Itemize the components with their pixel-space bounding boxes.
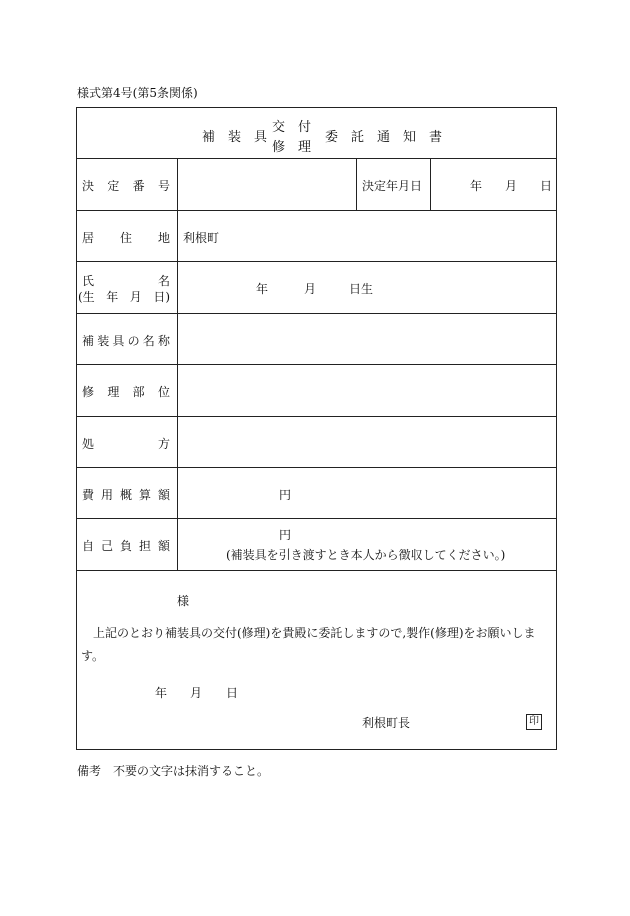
date-column-divider xyxy=(430,158,431,210)
body-text-line1: 上記のとおり補装具の交付(修理)を貴殿に委託しますので,製作(修理)をお願いしま xyxy=(93,626,536,640)
device-name-label: 補 装 具 の 名 称 xyxy=(82,334,170,348)
row-divider xyxy=(76,518,557,519)
form-number: 様式第4号(第5条関係) xyxy=(77,86,198,100)
row-divider xyxy=(76,261,557,262)
issue-month: 月 xyxy=(190,686,203,700)
date-column-divider xyxy=(356,158,357,210)
birth-year: 年 xyxy=(256,282,269,296)
remark: 備考 不要の文字は抹消すること。 xyxy=(77,764,270,778)
row-divider xyxy=(76,313,557,314)
repair-part-label: 修 理 部 位 xyxy=(82,385,170,399)
birth-month: 月 xyxy=(304,282,317,296)
decision-date-day: 日 xyxy=(540,179,553,193)
body-text-line2: す。 xyxy=(81,649,105,663)
row-divider xyxy=(76,467,557,468)
decision-number-label: 決 定 番 号 xyxy=(82,179,170,193)
title-lower: 修 理 xyxy=(272,140,312,155)
estimate-unit: 円 xyxy=(279,488,292,502)
birth-day: 日生 xyxy=(349,282,374,296)
seal-mark: 印 xyxy=(526,714,542,730)
issue-year: 年 xyxy=(155,686,168,700)
title-upper: 交 付 xyxy=(272,120,312,135)
row-divider xyxy=(76,364,557,365)
title-right: 委 託 通 知 書 xyxy=(325,130,443,145)
address-value: 利根町 xyxy=(183,231,220,245)
birthdate-label: (生 年 月 日) xyxy=(78,290,170,304)
label-column-divider xyxy=(177,158,178,570)
row-divider xyxy=(76,210,557,211)
decision-date-year: 年 xyxy=(470,179,483,193)
title-left: 補 装 具 xyxy=(202,130,268,145)
decision-number-field[interactable] xyxy=(179,160,354,208)
self-pay-note: (補装具を引き渡すとき本人から徴収してください。) xyxy=(226,548,506,562)
estimate-label: 費 用 概 算 額 xyxy=(82,488,170,502)
issue-day: 日 xyxy=(226,686,239,700)
addressee-suffix: 様 xyxy=(177,594,190,608)
row-divider xyxy=(76,570,557,571)
decision-date-month: 月 xyxy=(505,179,518,193)
self-pay-label: 自 己 負 担 額 xyxy=(82,539,170,553)
address-label: 居 住 地 xyxy=(82,231,170,245)
row-divider xyxy=(76,416,557,417)
name-label: 氏 名 xyxy=(82,274,170,288)
issuer-name: 利根町長 xyxy=(362,716,411,730)
row-divider xyxy=(76,158,557,159)
decision-date-label: 決定年月日 xyxy=(362,179,423,193)
self-pay-unit: 円 xyxy=(279,528,292,542)
prescription-label: 処 方 xyxy=(82,437,170,451)
